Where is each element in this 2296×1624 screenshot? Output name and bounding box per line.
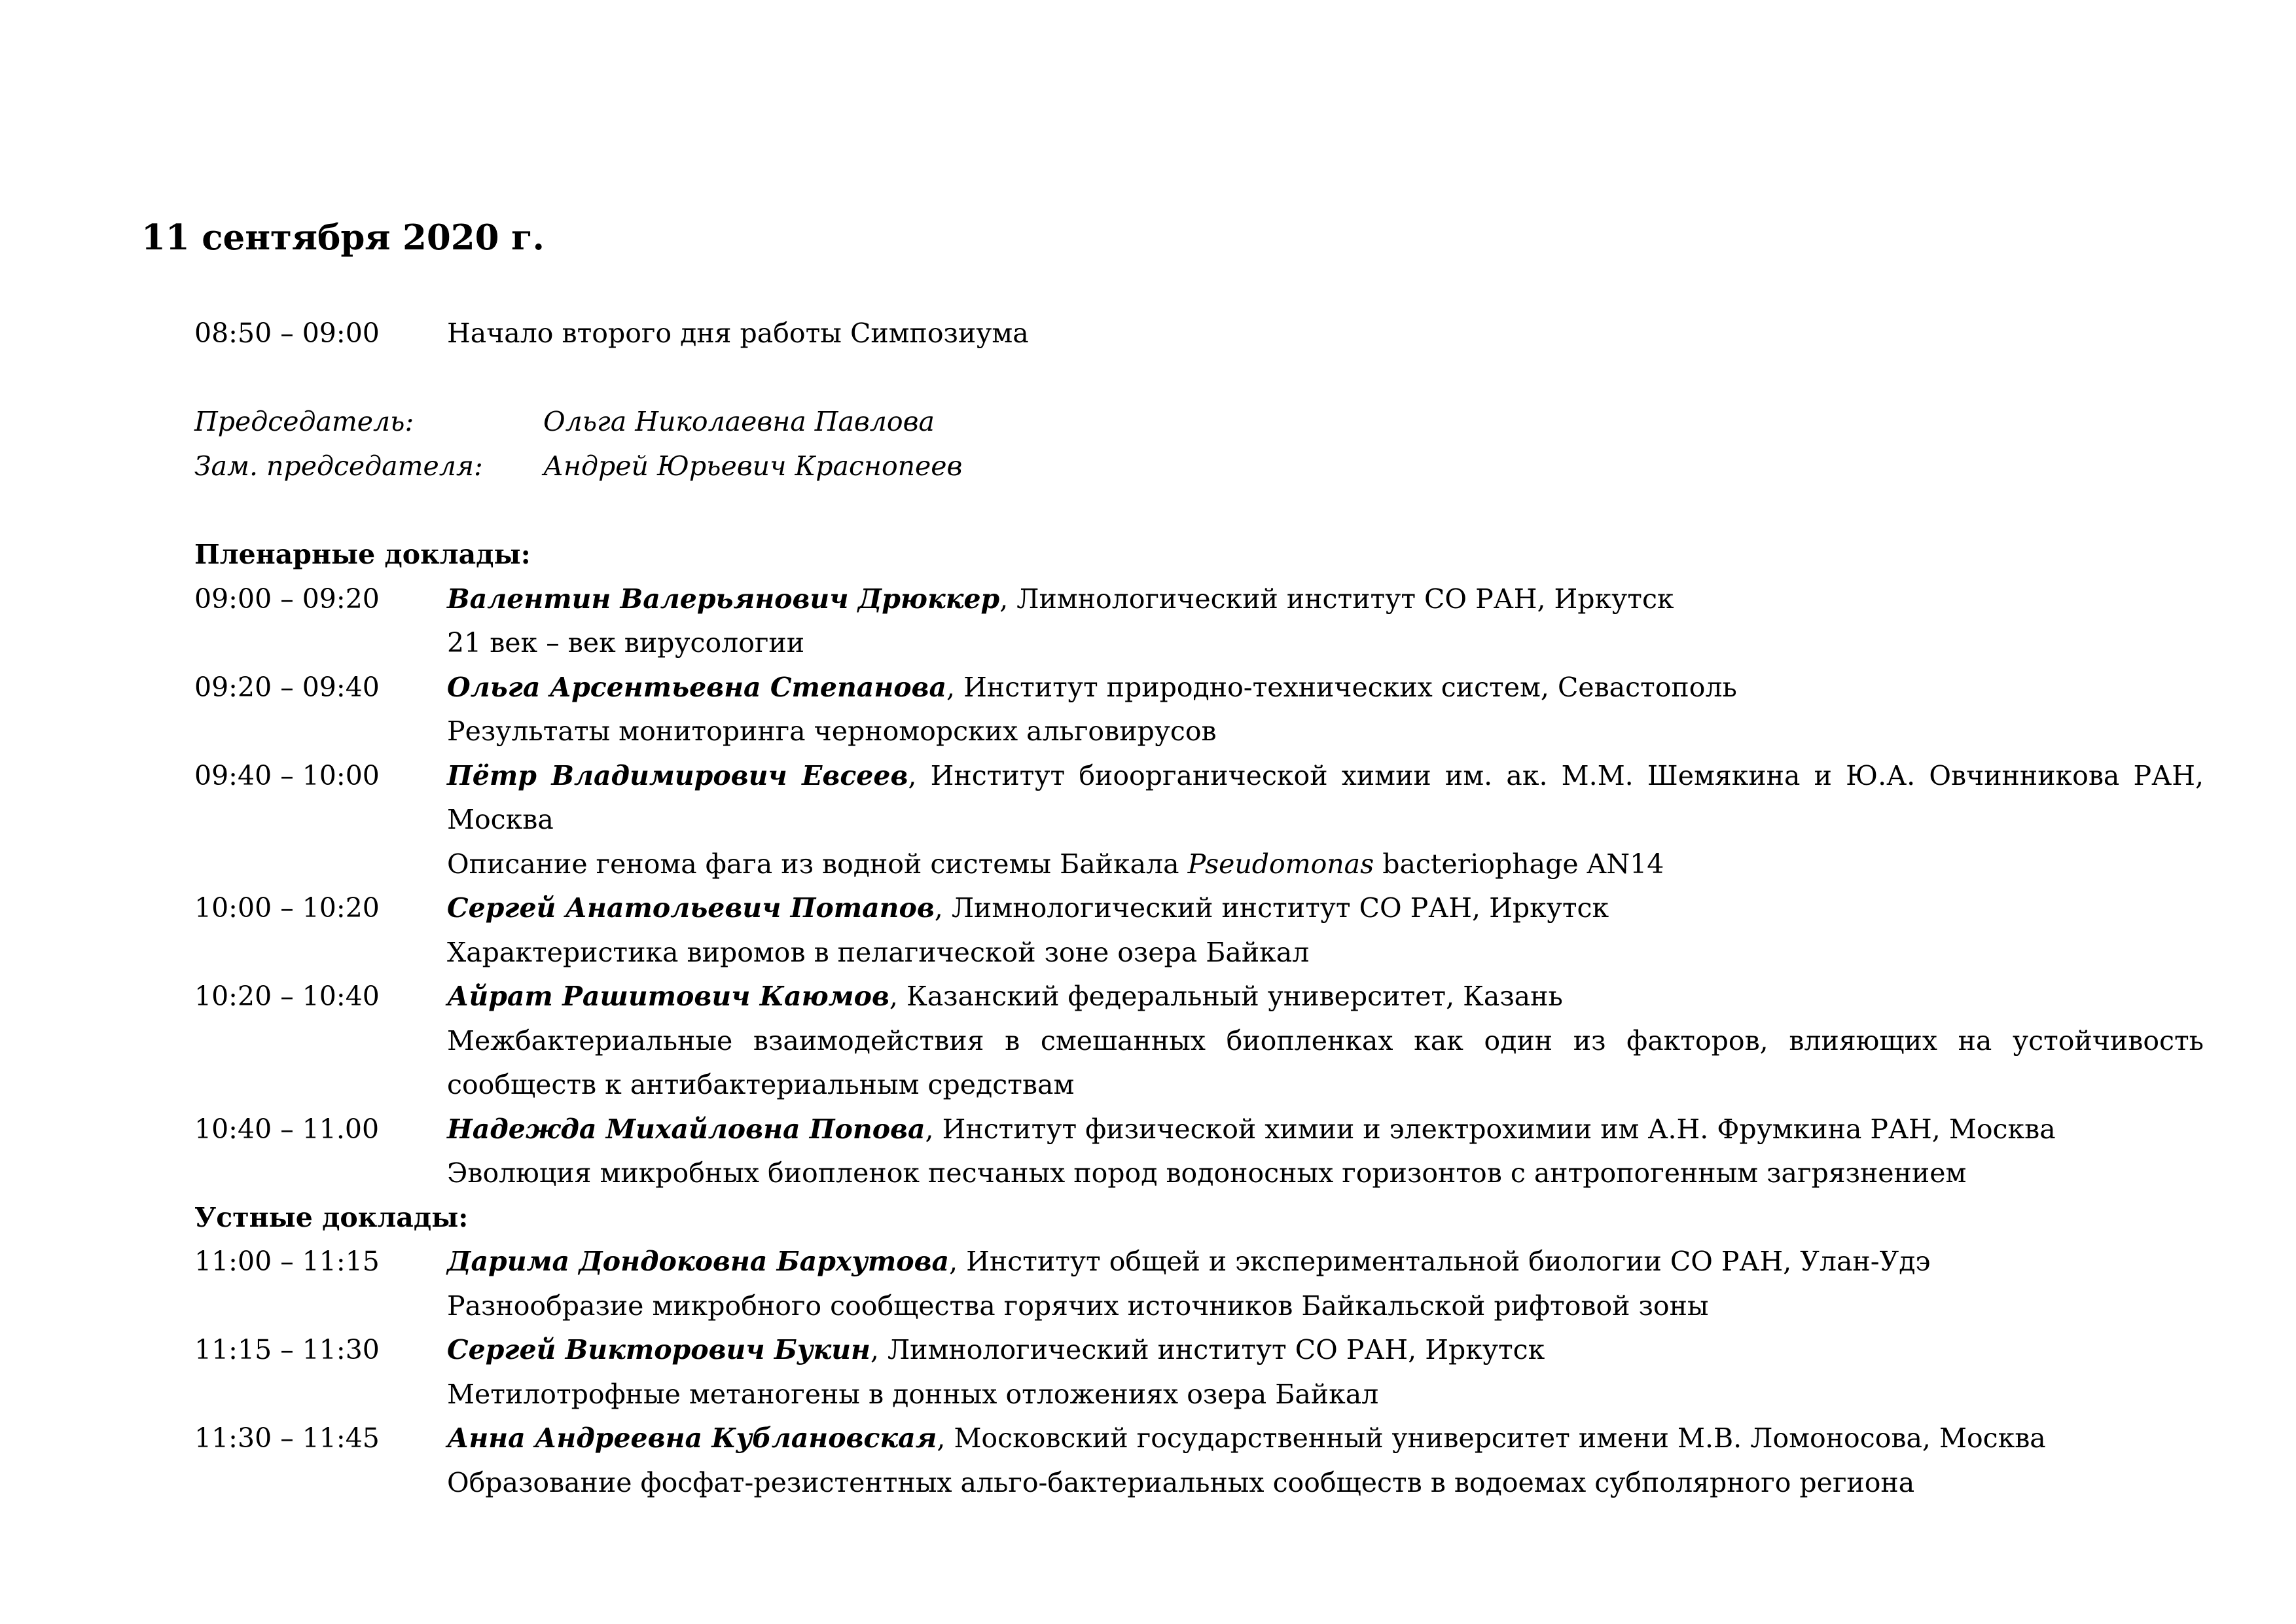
opening-block [194,312,2204,356]
item-time: 11:00 – 11:15 [194,1246,380,1277]
program-block [194,533,2204,1505]
deputy-name: Андрей Юрьевич Краснопеев [543,450,963,482]
talk-title: Характеристика виромов в пелагической зоне озера Байкал [447,936,1310,968]
talk-title: Описание генома фага из водной системы Байкала Pseudomonas bacteriophage AN14 [447,848,1664,880]
speaker-name: Ольга Арсентьевна Степанова [447,671,947,703]
chair-name: Ольга Николаевна Павлова [543,406,935,437]
speaker-name: Дарима Дондоковна Бархутова [447,1246,950,1277]
chair-row [194,400,2204,444]
oral-item [194,1416,2204,1505]
item-time: 11:30 – 11:45 [194,1422,380,1454]
date-heading: 11 сентября 2020 г. [141,217,545,258]
opening-time: 08:50 – 09:00 [194,317,380,349]
speaker-affiliation: , Институт природно-технических систем, Севастополь [946,671,1737,703]
speaker-name: Сергей Анатольевич Потапов [447,892,935,924]
talk-title: Результаты мониторинга черноморских альговирусов [447,715,1217,747]
talk-title: Эволюция микробных биопленок песчаных пород водоносных горизонтов с антропогенным загрязнением [447,1157,1967,1189]
item-time: 09:20 – 09:40 [194,671,380,703]
speaker-name: Валентин Валерьянович Дрюккер [447,583,1000,615]
talk-title: Метилотрофные метаногены в донных отложениях озера Байкал [447,1378,1379,1410]
oral-item [194,1328,2204,1416]
speaker-affiliation: , Институт биоорганической химии им. ак. М.М. Шемякина и Ю.А. Овчинникова РАН, Москва [447,759,2204,835]
speaker-affiliation: , Лимнологический институт СО РАН, Иркутск [934,892,1609,924]
item-time: 09:00 – 09:20 [194,583,380,615]
speaker-name: Анна Андреевна Кублановская [447,1422,937,1454]
speaker-affiliation: , Московский государственный университет имени М.В. Ломоносова, Москва [937,1422,2046,1454]
talk-title: 21 век – век вирусологии [447,627,805,659]
oral-item [194,1240,2204,1328]
speaker-affiliation: , Институт физической химии и электрохимии им А.Н. Фрумкина РАН, Москва [925,1113,2056,1145]
speaker-name: Айрат Рашитович Каюмов [447,981,889,1012]
deputy-label: Зам. председателя: [194,450,483,482]
oral-title: Устные доклады: [194,1201,469,1233]
deputy-row [194,444,2204,489]
plenary-item [194,666,2204,754]
talk-title: Образование фосфат-резистентных альго-бактериальных сообществ в водоемах субполярного региона [447,1466,1915,1498]
plenary-item [194,886,2204,975]
species-name: Pseudomonas [1187,848,1374,880]
speaker-affiliation: , Лимнологический институт СО РАН, Иркутск [870,1334,1545,1365]
speaker-name: Надежда Михайловна Попова [447,1113,925,1145]
plenary-item [194,1108,2204,1196]
speaker-name: Сергей Викторович Букин [447,1334,870,1365]
plenary-item [194,577,2204,666]
item-time: 11:15 – 11:30 [194,1334,380,1365]
opening-row [194,312,2204,356]
opening-text: Начало второго дня работы Симпозиума [447,317,1029,349]
chairs-block [194,400,2204,488]
plenary-item [194,754,2204,887]
speaker-affiliation: , Казанский федеральный университет, Казань [889,981,1563,1012]
talk-title: Разнообразие микробного сообщества горячих источников Байкальской рифтовой зоны [447,1290,1709,1322]
talk-title: Межбактериальные взаимодействия в смешанных биопленках как один из факторов, влияющих на устойчивость сообществ к антибактериальным средствам [447,1024,2204,1100]
item-time: 10:40 – 11.00 [194,1113,380,1145]
speaker-name: Пётр Владимирович Евсеев [447,759,908,791]
chair-label: Председатель: [194,406,414,437]
plenary-title: Пленарные доклады: [194,539,531,570]
item-time: 09:40 – 10:00 [194,759,380,791]
speaker-affiliation: , Лимнологический институт СО РАН, Иркутск [999,583,1674,615]
item-time: 10:00 – 10:20 [194,892,380,924]
item-time: 10:20 – 10:40 [194,981,380,1012]
speaker-affiliation: , Институт общей и экспериментальной биологии СО РАН, Улан-Удэ [949,1246,1931,1277]
plenary-item [194,975,2204,1108]
